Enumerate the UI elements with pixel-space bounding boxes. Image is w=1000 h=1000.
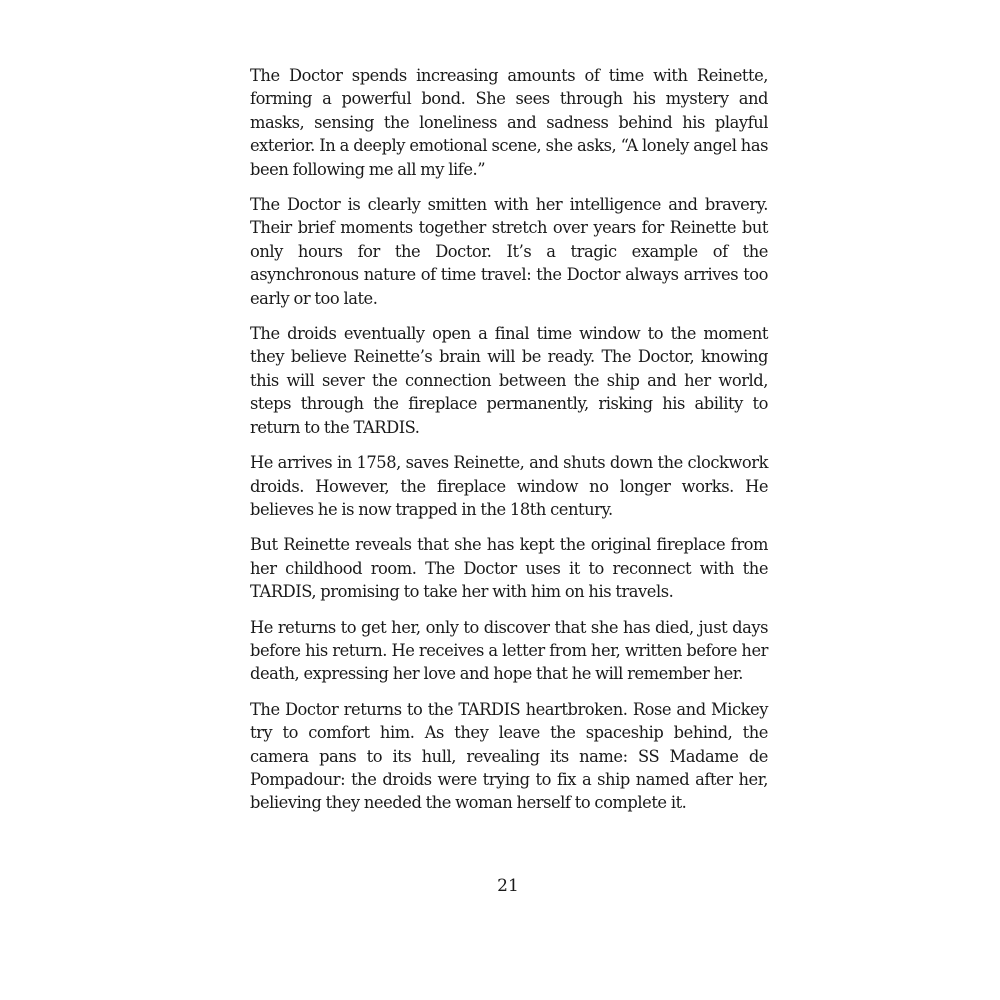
- document-page: [250, 64, 768, 827]
- paragraph: The Doctor is clearly smitten with her intelligence and bravery. Their brief moments together stretch over years for Reinette but only hours for the Doctor. It’s a tragic example of the asynchronous nature of time travel: the Doctor always arrives too early or too late.: [250, 195, 768, 308]
- page-number: 21: [497, 876, 519, 896]
- paragraph: The Doctor returns to the TARDIS heartbroken. Rose and Mickey try to comfort him. As they leave the spaceship behind, the camera pans to its hull, revealing its name: SS Madame de Pompadour: the droids were trying to fix a ship named after her, believing they needed the woman herself to complete it.: [250, 699, 768, 813]
- paragraph: The droids eventually open a final time window to the moment they believe Reinette’s brain will be ready. The Doctor, knowing this will sever the connection between the ship and her world, steps through the fireplace permanently, risking his ability to return to the TARDIS.: [250, 324, 768, 437]
- paragraph: But Reinette reveals that she has kept the original fireplace from her childhood room. The Doctor uses it to reconnect with the TARDIS, promising to take her with him on his travels.: [250, 535, 768, 602]
- paragraph: He returns to get her, only to discover that she has died, just days before his return. He receives a letter from her, written before her death, expressing her love and hope that he will remember her.: [250, 617, 768, 684]
- paragraph: He arrives in 1758, saves Reinette, and shuts down the clockwork droids. However, the fireplace window no longer works. He believes he is now trapped in the 18th century.: [250, 453, 768, 519]
- paragraph: The Doctor spends increasing amounts of time with Reinette, forming a powerful bond. She sees through his mystery and masks, sensing the loneliness and sadness behind his playful exterior. In a deeply emotional scene, she asks, “A lonely angel has been following me all my life.”: [250, 66, 768, 179]
